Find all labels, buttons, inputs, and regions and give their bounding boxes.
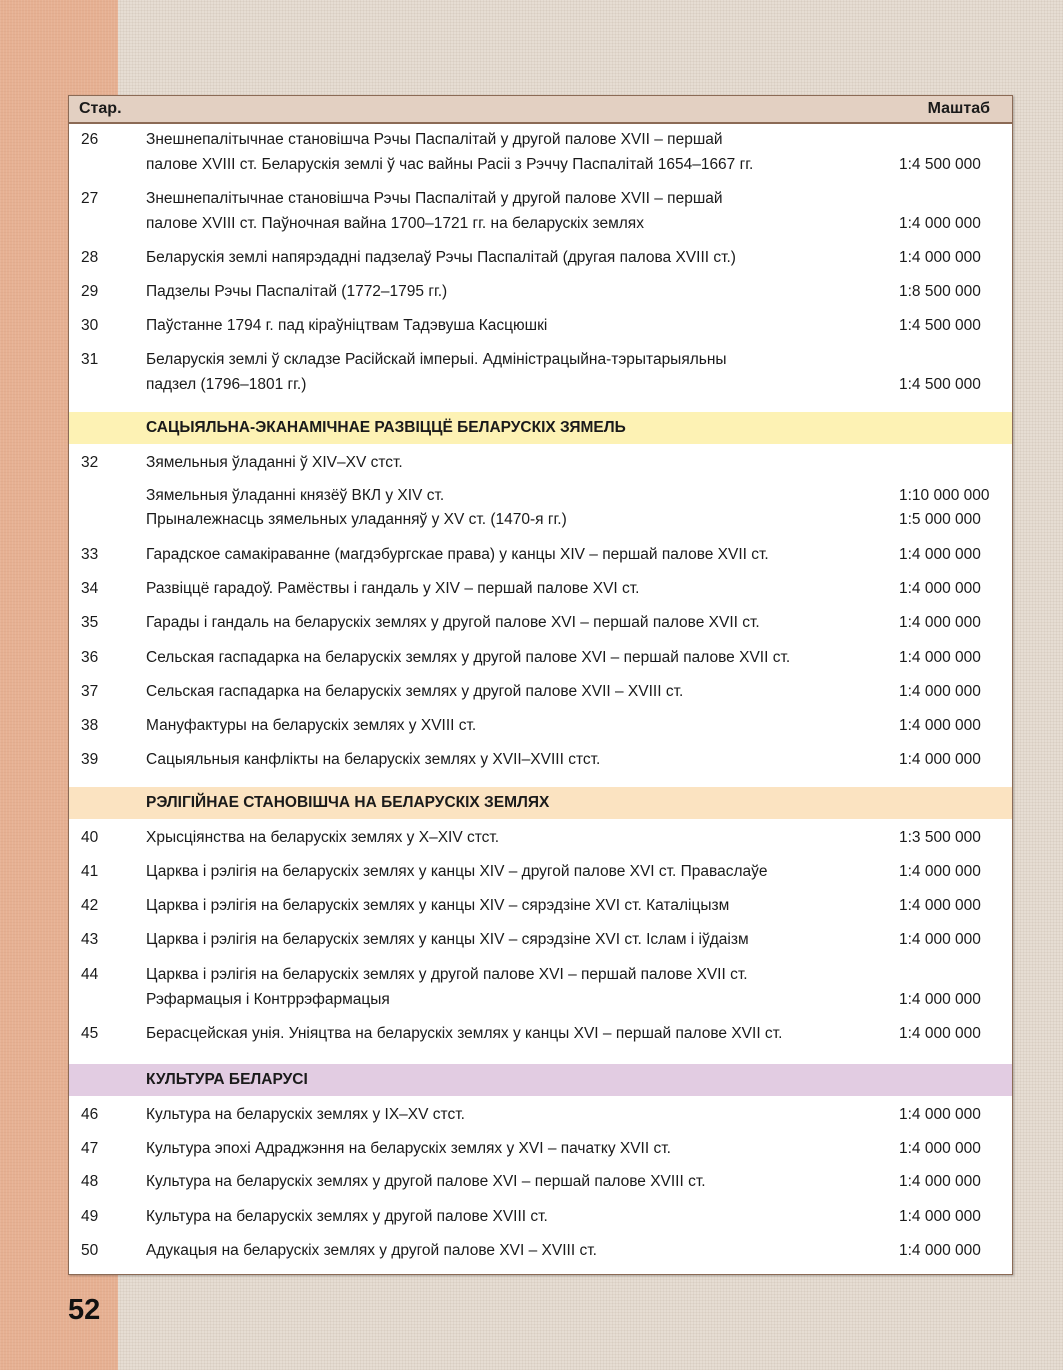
map-scale: 1:4 000 000: [899, 1106, 981, 1123]
map-scale: 1:4 000 000: [899, 546, 981, 563]
section-title: САЦЫЯЛЬНА-ЭКАНАМІЧНАЕ РАЗВІЦЦЁ БЕЛАРУСКІХ ЗЯМЕЛЬ: [146, 419, 626, 436]
map-scale: 1:4 000 000: [899, 1242, 981, 1259]
section-culture: [69, 1064, 1012, 1096]
map-scale: 1:4 500 000: [899, 376, 981, 393]
map-title: Царква і рэлігія на беларускіх землях у канцы XIV – другой палове XVI ст. Праваслаўе: [146, 863, 768, 880]
map-page-number: 49: [81, 1208, 99, 1225]
map-scale: 1:4 000 000: [899, 1208, 981, 1225]
section-religion: [69, 787, 1012, 819]
map-scale: 1:4 500 000: [899, 317, 981, 334]
map-page-number: 27: [81, 190, 99, 207]
map-title: Культура эпохі Адраджэння на беларускіх землях у XVI – пачатку XVII ст.: [146, 1140, 671, 1157]
map-scale: 1:4 000 000: [899, 991, 981, 1008]
header-page: Стар.: [79, 100, 122, 117]
map-page-number: 43: [81, 931, 99, 948]
map-scale: 1:4 000 000: [899, 751, 981, 768]
map-title: Царква і рэлігія на беларускіх землях у канцы XIV – сярэдзіне XVI ст. Іслам і іўдаізм: [146, 931, 749, 948]
map-scale: 1:4 000 000: [899, 897, 981, 914]
map-scale: 1:3 500 000: [899, 829, 981, 846]
map-title: Культура на беларускіх землях у другой палове XVIII ст.: [146, 1208, 548, 1225]
map-title: Падзелы Рэчы Паспалітай (1772–1795 гг.): [146, 283, 448, 300]
map-title: Царква і рэлігія на беларускіх землях у другой палове XVI – першай палове XVII ст.: [146, 966, 748, 983]
section-title: КУЛЬТУРА БЕЛАРУСІ: [146, 1071, 308, 1088]
map-scale: 1:4 000 000: [899, 580, 981, 597]
map-page-number: 35: [81, 614, 99, 631]
map-scale: 1:4 000 000: [899, 931, 981, 948]
map-scale: 1:4 000 000: [899, 649, 981, 666]
section-title: РЭЛІГІЙНАЕ СТАНОВІШЧА НА БЕЛАРУСКІХ ЗЕМЛЯХ: [146, 794, 550, 811]
table-header: [69, 96, 1012, 124]
maps-table: [68, 95, 1013, 1275]
map-scale: 1:4 000 000: [899, 717, 981, 734]
map-title: палове XVIII ст. Беларускія землі ў час вайны Расіі з Рэччу Паспалітай 1654–1667 гг.: [146, 156, 754, 173]
map-scale: 1:4 000 000: [899, 863, 981, 880]
map-title: Сельская гаспадарка на беларускіх землях у другой палове XVI – першай палове XVII ст.: [146, 649, 791, 666]
map-scale: 1:4 000 000: [899, 249, 981, 266]
map-page-number: 37: [81, 683, 99, 700]
map-page-number: 42: [81, 897, 99, 914]
section-socio-economic: [69, 412, 1012, 444]
map-page-number: 45: [81, 1025, 99, 1042]
map-title: Гарады і гандаль на беларускіх землях у другой палове XVI – першай палове XVII ст.: [146, 614, 760, 631]
map-page-number: 46: [81, 1106, 99, 1123]
map-scale: 1:4 000 000: [899, 614, 981, 631]
map-scale: 1:4 000 000: [899, 1140, 981, 1157]
map-page-number: 39: [81, 751, 99, 768]
map-title: Царква і рэлігія на беларускіх землях у канцы XIV – сярэдзіне XVI ст. Каталіцызм: [146, 897, 730, 914]
map-page-number: 30: [81, 317, 99, 334]
map-title: Развіццё гарадоў. Рамёствы і гандаль у XIV – першай палове XVI ст.: [146, 580, 640, 597]
map-page-number: 50: [81, 1242, 99, 1259]
map-page-number: 47: [81, 1140, 99, 1157]
map-title: Адукацыя на беларускіх землях у другой палове XVI – XVIII ст.: [146, 1242, 597, 1259]
map-scale: 1:4 500 000: [899, 156, 981, 173]
map-title: Мануфактуры на беларускіх землях у XVIII ст.: [146, 717, 477, 734]
map-title: Гарадское самакіраванне (магдэбургскае права) у канцы XIV – першай палове XVII ст.: [146, 546, 769, 563]
map-scale: 1:10 000 000: [899, 487, 990, 504]
map-page-number: 32: [81, 454, 99, 471]
map-page-number: 31: [81, 351, 99, 368]
map-page-number: 36: [81, 649, 99, 666]
map-title: Хрысціянства на беларускіх землях у X–XIV стст.: [146, 829, 500, 846]
map-title: Сацыяльныя канфлікты на беларускіх землях у XVII–XVIII стст.: [146, 751, 601, 768]
map-page-number: 38: [81, 717, 99, 734]
map-title: Паўстанне 1794 г. пад кіраўніцтвам Тадэвуша Касцюшкі: [146, 317, 548, 334]
map-title: Берасцейская унія. Уніяцтва на беларускіх землях у канцы XVI – першай палове XVII ст.: [146, 1025, 783, 1042]
map-title: Знешнепалітычнае становішча Рэчы Паспалітай у другой палове XVII – першай: [146, 131, 723, 148]
map-scale: 1:5 000 000: [899, 511, 981, 528]
map-title: палове XVIII ст. Паўночная вайна 1700–1721 гг. на беларускіх землях: [146, 215, 644, 232]
map-title: Сельская гаспадарка на беларускіх землях у другой палове XVII – XVIII ст.: [146, 683, 684, 700]
map-title: Культура на беларускіх землях у другой палове XVI – першай палове XVIII ст.: [146, 1173, 706, 1190]
map-title: Культура на беларускіх землях у IX–XV стст.: [146, 1106, 465, 1123]
map-page-number: 34: [81, 580, 99, 597]
map-page-number: 29: [81, 283, 99, 300]
map-title: падзел (1796–1801 гг.): [146, 376, 307, 393]
map-title: Рэфармацыя і Контррэфармацыя: [146, 991, 390, 1008]
map-title: Беларускія землі напярэдадні падзелаў Рэчы Паспалітай (другая палова XVIII ст.): [146, 249, 736, 266]
map-page-number: 40: [81, 829, 99, 846]
map-page-number: 28: [81, 249, 99, 266]
map-page-number: 48: [81, 1173, 99, 1190]
map-page-number: 44: [81, 966, 99, 983]
map-scale: 1:4 000 000: [899, 1025, 981, 1042]
map-title: Знешнепалітычнае становішча Рэчы Паспалітай у другой палове XVII – першай: [146, 190, 723, 207]
page-number: 52: [68, 1294, 101, 1326]
map-scale: 1:4 000 000: [899, 215, 981, 232]
header-scale: Маштаб: [927, 100, 990, 117]
map-title: Беларускія землі ў складзе Расійскай імперыі. Адміністрацыйна-тэрытарыяльны: [146, 351, 727, 368]
map-title: Прыналежнасць зямельных уладанняў у XV ст. (1470-я гг.): [146, 511, 567, 528]
map-scale: 1:4 000 000: [899, 1173, 981, 1190]
map-page-number: 41: [81, 863, 99, 880]
map-title: Зямельныя ўладанні князёў ВКЛ у XIV ст.: [146, 487, 445, 504]
map-scale: 1:4 000 000: [899, 683, 981, 700]
map-scale: 1:8 500 000: [899, 283, 981, 300]
map-page-number: 26: [81, 131, 99, 148]
map-page-number: 33: [81, 546, 99, 563]
map-title: Зямельныя ўладанні ў XIV–XV стст.: [146, 454, 403, 471]
